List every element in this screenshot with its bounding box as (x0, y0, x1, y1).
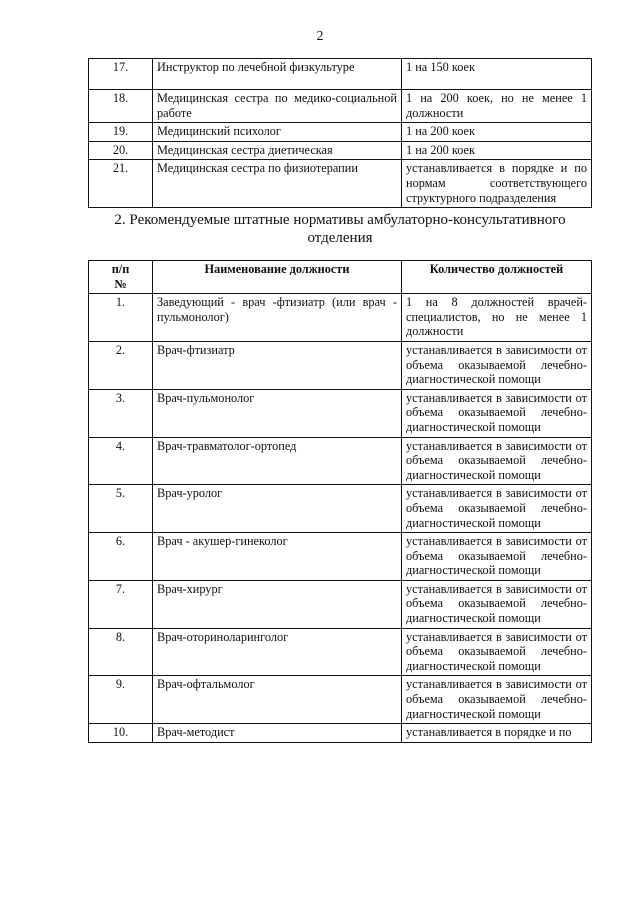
row-number: 5. (89, 485, 153, 533)
table-row (89, 724, 592, 743)
column-header-position: Наименование должности (153, 261, 402, 294)
row-number: 8. (89, 628, 153, 676)
position-count: устанавливается в зависимости от объема оказываемой лечебно-диагностической помощи (402, 341, 592, 389)
table-row (89, 160, 592, 208)
column-header-number (89, 261, 153, 294)
table-row (89, 90, 592, 123)
position-name: Инструктор по лечебной физкультуре (153, 59, 402, 90)
table-row (89, 485, 592, 533)
position-name: Врач-травматолог-ортопед (153, 437, 402, 485)
row-number: 20. (89, 141, 153, 160)
position-name: Врач-хирург (153, 580, 402, 628)
table-row (89, 141, 592, 160)
position-name: Медицинская сестра по медико-социальной работе (153, 90, 402, 123)
row-number: 3. (89, 389, 153, 437)
position-count: 1 на 8 должностей врачей-специалистов, но не менее 1 должности (402, 294, 592, 342)
position-count: 1 на 200 коек (402, 141, 592, 160)
row-number: 19. (89, 123, 153, 142)
position-name: Врач-уролог (153, 485, 402, 533)
table-row (89, 580, 592, 628)
position-count: устанавливается в порядке и по (402, 724, 592, 743)
position-name: Медицинский психолог (153, 123, 402, 142)
column-header-count: Количество должностей (402, 261, 592, 294)
page-number: 2 (316, 29, 324, 44)
position-name: Врач-оториноларинголог (153, 628, 402, 676)
position-count: устанавливается в зависимости от объема оказываемой лечебно-диагностической помощи (402, 533, 592, 581)
position-name: Медицинская сестра диетическая (153, 141, 402, 160)
table-header-row (89, 261, 592, 294)
position-count: устанавливается в зависимости от объема оказываемой лечебно-диагностической помощи (402, 628, 592, 676)
table-row (89, 628, 592, 676)
table-row (89, 389, 592, 437)
position-count: устанавливается в зависимости от объема оказываемой лечебно-диагностической помощи (402, 437, 592, 485)
section-title-line: 2. Рекомендуемые штатные нормативы амбулаторно-консультативного (114, 212, 566, 228)
row-number: 21. (89, 160, 153, 208)
section-title-line: отделения (307, 230, 373, 246)
staffing-table-continued (88, 58, 592, 208)
staffing-table (88, 260, 592, 743)
table-row (89, 533, 592, 581)
position-count: устанавливается в зависимости от объема оказываемой лечебно-диагностической помощи (402, 580, 592, 628)
row-number: 6. (89, 533, 153, 581)
position-count: 1 на 150 коек (402, 59, 592, 90)
position-count: 1 на 200 коек, но не менее 1 должности (402, 90, 592, 123)
position-name: Заведующий - врач -фтизиатр (или врач - пульмонолог) (153, 294, 402, 342)
position-name: Медицинская сестра по физиотерапии (153, 160, 402, 208)
table-row (89, 294, 592, 342)
row-number: 17. (89, 59, 153, 90)
table-row (89, 123, 592, 142)
position-name: Врач-пульмонолог (153, 389, 402, 437)
row-number: 9. (89, 676, 153, 724)
row-number: 1. (89, 294, 153, 342)
position-count: устанавливается в зависимости от объема оказываемой лечебно-диагностической помощи (402, 389, 592, 437)
table-row (89, 437, 592, 485)
position-count: устанавливается в зависимости от объема оказываемой лечебно-диагностической помощи (402, 676, 592, 724)
header-number-line: п/п (111, 262, 130, 276)
table-row (89, 59, 592, 90)
section-title (60, 211, 620, 247)
row-number: 4. (89, 437, 153, 485)
row-number: 18. (89, 90, 153, 123)
table-row (89, 676, 592, 724)
row-number: 7. (89, 580, 153, 628)
position-name: Врач-фтизиатр (153, 341, 402, 389)
position-count: 1 на 200 коек (402, 123, 592, 142)
position-name: Врач-методист (153, 724, 402, 743)
position-count: устанавливается в порядке и по нормам соответствующего структурного подразделения (402, 160, 592, 208)
position-name: Врач-офтальмолог (153, 676, 402, 724)
row-number: 10. (89, 724, 153, 743)
header-number-line: № (114, 276, 127, 291)
position-count: устанавливается в зависимости от объема оказываемой лечебно-диагностической помощи (402, 485, 592, 533)
table-row (89, 341, 592, 389)
position-name: Врач - акушер-гинеколог (153, 533, 402, 581)
row-number: 2. (89, 341, 153, 389)
